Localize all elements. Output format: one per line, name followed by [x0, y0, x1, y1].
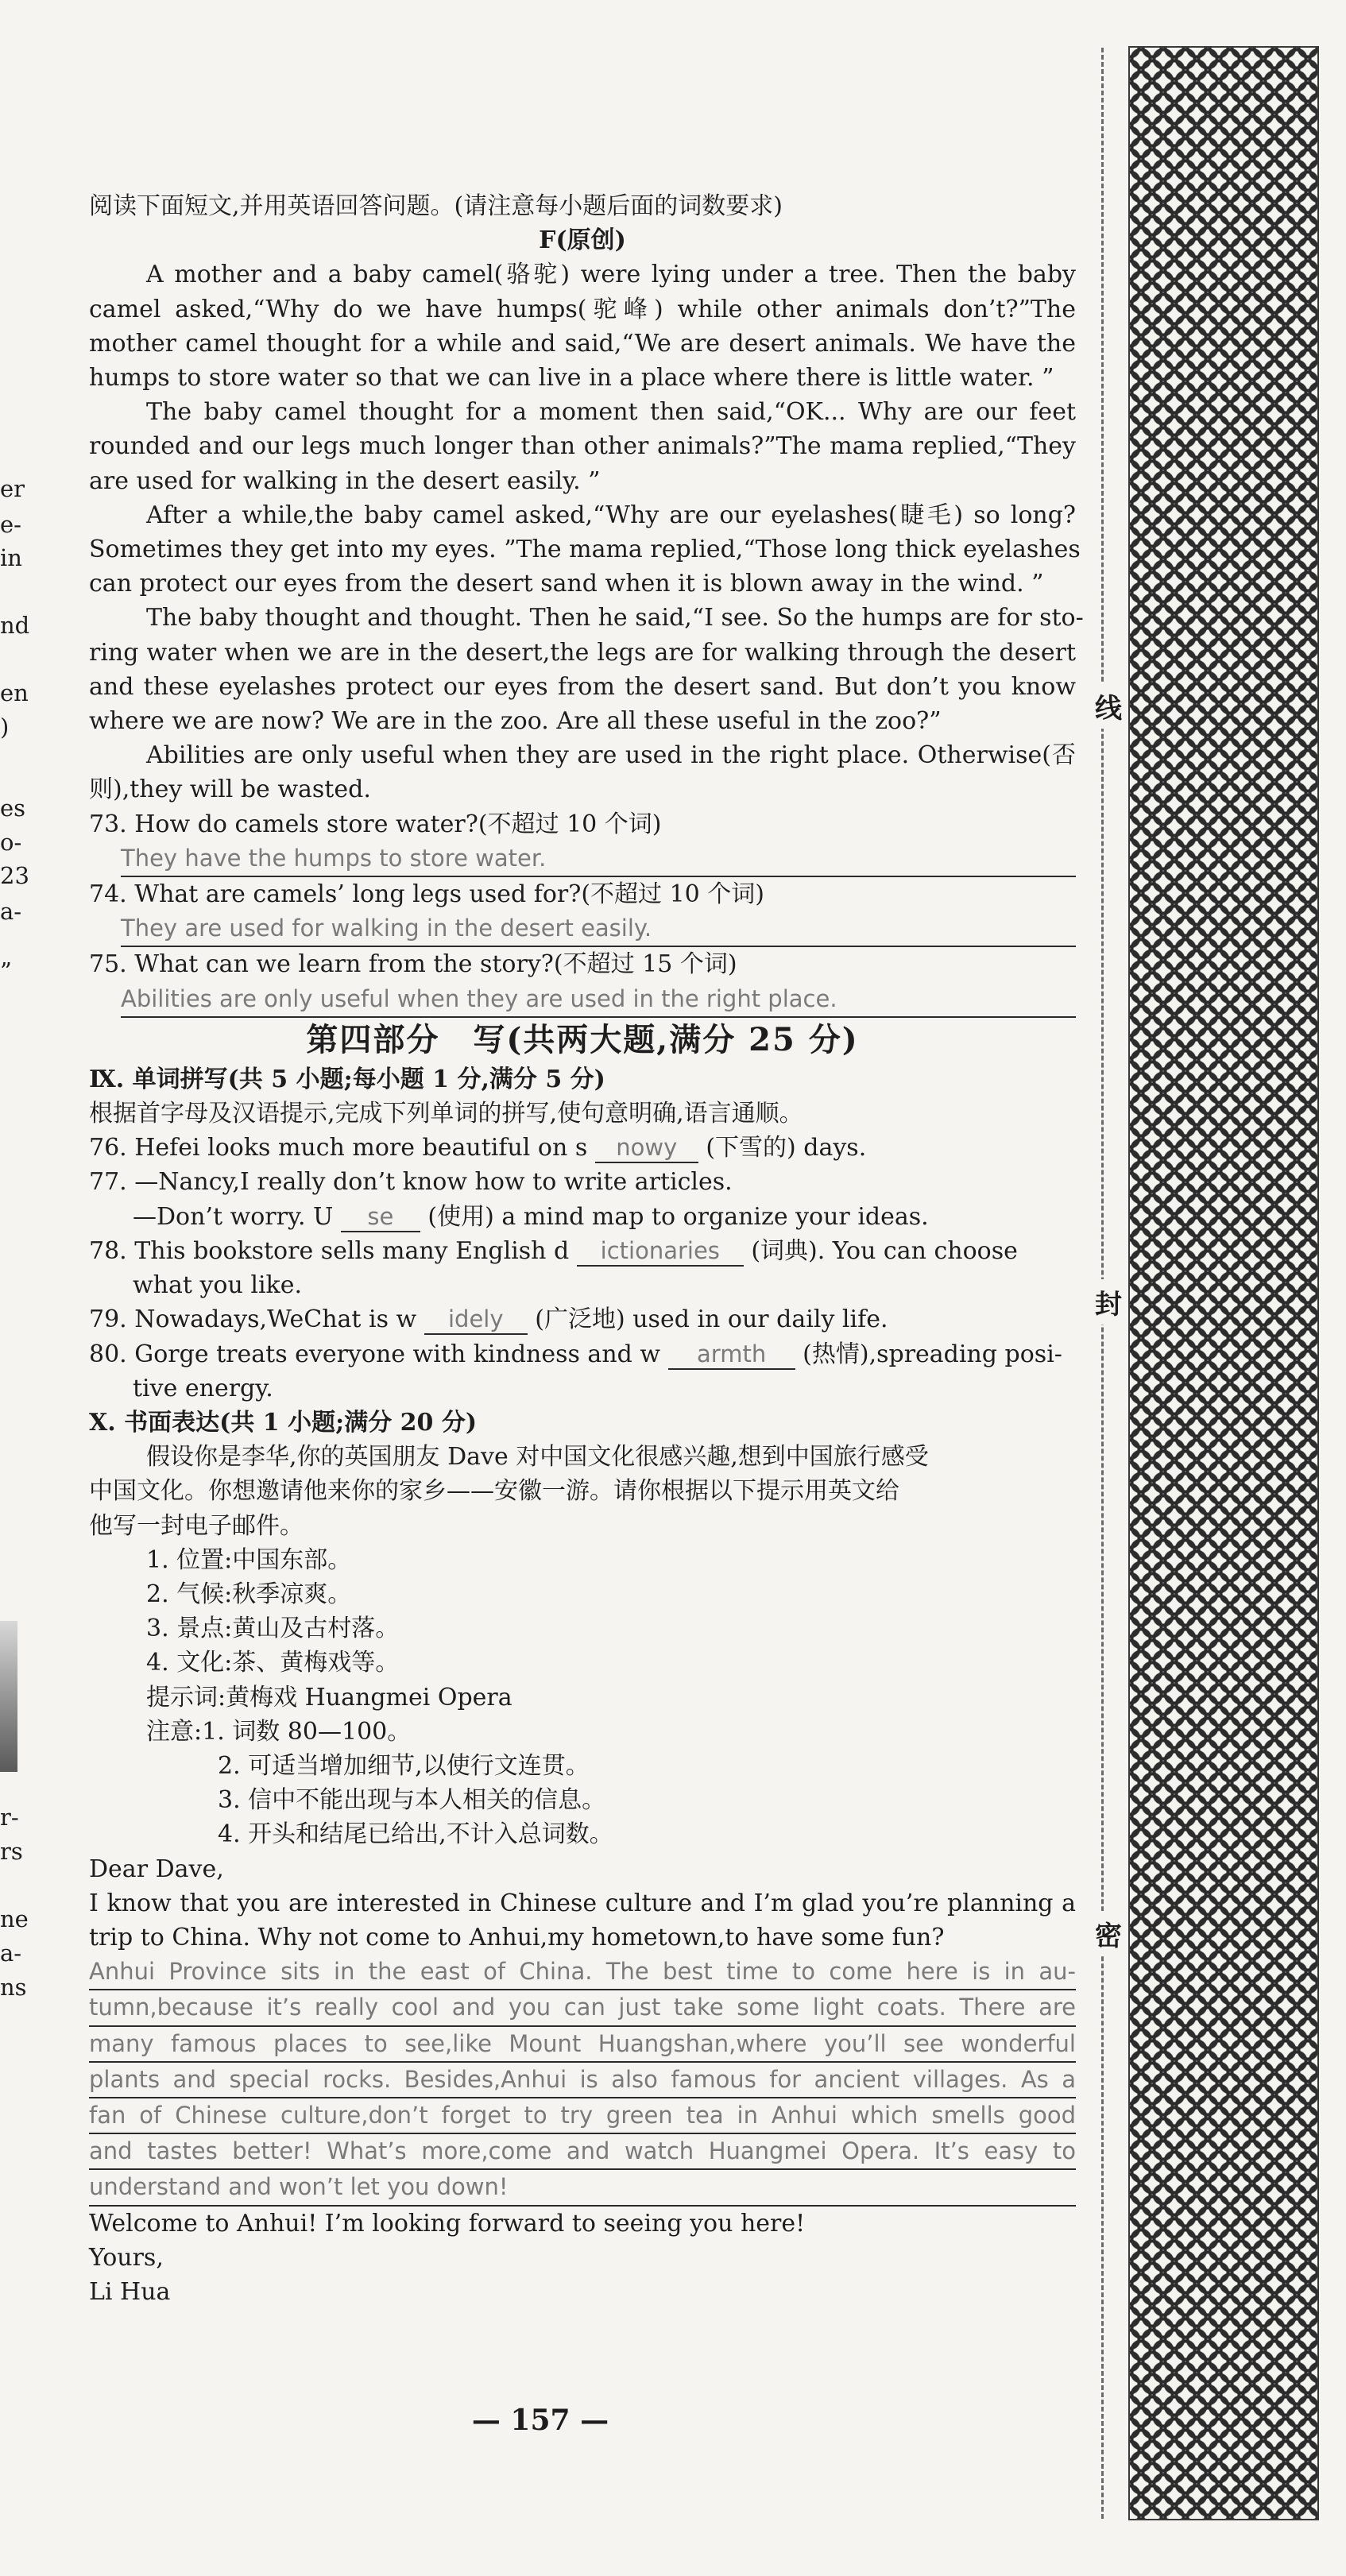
essay-line: fan of Chinese culture,don’t forget to try green tea in Anhui which smells good — [89, 2098, 1076, 2134]
passage-line: can protect our eyes from the desert sand when it is blown away in the wind. ” — [89, 570, 1044, 598]
q76-text: 76. Hefei looks much more beautiful on s — [89, 1134, 588, 1162]
binding-pattern-strip — [1128, 46, 1319, 2520]
q79-blank: idely — [424, 1305, 528, 1335]
edge-fragment: er — [0, 475, 25, 502]
q76-blank: nowy — [595, 1133, 698, 1163]
passage-line: Abilities are only useful when they are used in the right place. Otherwise(否 — [146, 741, 1076, 770]
edge-fragment: ) — [0, 714, 10, 741]
letter-opening: I know that you are interested in Chinese culture and I’m glad you’re planning a — [89, 1889, 1076, 1917]
edge-fragment: 23 — [0, 862, 29, 889]
letter-salutation: Dear Dave, — [89, 1855, 224, 1883]
q80-text: 80. Gorge treats everyone with kindness and w — [89, 1340, 661, 1368]
passage-line: camel asked,“Why do we have humps(驼峰) while other animals don’t?”The — [89, 295, 1076, 323]
passage-line: rounded and our legs much longer than other animals?”The mama replied,“They — [89, 432, 1076, 461]
answer-75: Abilities are only useful when they are used in the right place. — [121, 982, 1076, 1018]
essay-line: tumn,because it’s really cool and you can just take some light coats. There are — [89, 1990, 1076, 2026]
spelling-heading: Ⅸ. 单词拼写(共 5 小题;每小题 1 分,满分 5 分) — [89, 1065, 605, 1093]
essay-line: Anhui Province sits in the east of China. The best time to come here is in au- — [89, 1955, 1076, 1990]
q78-text: 78. This bookstore sells many English d — [89, 1236, 570, 1265]
edge-fragment: e- — [0, 511, 21, 538]
binding-char-feng: 封 — [1095, 1279, 1122, 1325]
edge-fragment: nd — [0, 612, 30, 639]
edge-fragment: en — [0, 679, 29, 706]
question-80-cont: tive energy. — [133, 1374, 273, 1402]
passage-line: Sometimes they get into my eyes. ”The mama replied,“Those long thick eyelashes — [89, 536, 1081, 564]
writing-prompt: 他写一封电子邮件。 — [89, 1511, 304, 1540]
reading-passage — [89, 257, 1084, 806]
writing-point: 3. 景点:黄山及古村落。 — [146, 1615, 400, 1643]
writing-point: 1. 位置:中国东部。 — [146, 1545, 352, 1574]
essay-answer — [89, 1955, 1076, 2206]
letter-opening: trip to China. Why not come to Anhui,my hometown,to have some fun? — [89, 1923, 945, 1951]
letter-closing: Welcome to Anhui! I’m looking forward to seeing you here! — [89, 2209, 806, 2238]
question-77-reply — [89, 1200, 1076, 1234]
essay-line: understand and won’t let you down! — [89, 2170, 1076, 2206]
q78-blank: ictionaries — [577, 1236, 744, 1267]
writing-note: 4. 开头和结尾已给出,不计入总词数。 — [218, 1820, 613, 1849]
passage-line: mother camel thought for a while and said,“We are desert animals. We have the — [89, 329, 1076, 358]
adjacent-page-photo — [0, 1621, 17, 1772]
passage-line: After a while,the baby camel asked,“Why are our eyelashes(睫毛) so long? — [146, 501, 1076, 529]
writing-prompt: 假设你是李华,你的英国朋友 Dave 对中国文化很感兴趣,想到中国旅行感受 — [146, 1443, 929, 1472]
section-label: F(原创) — [539, 226, 626, 255]
edge-fragment: es — [0, 795, 26, 822]
question-77: 77. —Nancy,I really don’t know how to write articles. — [89, 1168, 733, 1197]
q80-hint: (热情),spreading posi- — [803, 1340, 1062, 1368]
writing-note: 注意:1. 词数 80—100。 — [146, 1717, 412, 1746]
q77-text: —Don’t worry. U — [133, 1202, 334, 1231]
passage-line: A mother and a baby camel(骆驼) were lying under a tree. Then the baby — [146, 261, 1076, 289]
edge-fragment: ns — [0, 1974, 27, 2001]
reading-instruction: 阅读下面短文,并用英语回答问题。(请注意每小题后面的词数要求) — [89, 192, 783, 220]
writing-hint: 提示词:黄梅戏 Huangmei Opera — [146, 1683, 512, 1712]
q76-hint: (下雪的) days. — [706, 1134, 867, 1162]
writing-note: 3. 信中不能出现与本人相关的信息。 — [218, 1786, 606, 1815]
page-number: — 157 — — [471, 2404, 609, 2437]
question-74: 74. What are camels’ long legs used for?(不超过 10 个词) — [89, 880, 765, 909]
binding-char-mi: 密 — [1095, 1911, 1122, 1956]
edge-fragment: in — [0, 544, 22, 571]
edge-fragment: r- — [0, 1804, 19, 1831]
q78-hint: (词典). You can choose — [751, 1236, 1018, 1265]
question-78-cont: what you like. — [133, 1271, 303, 1300]
edge-fragment: a- — [0, 898, 22, 925]
question-75: 75. What can we learn from the story?(不超过 15 个词) — [89, 950, 737, 979]
edge-fragment: ne — [0, 1905, 29, 1932]
question-80 — [89, 1337, 1076, 1371]
essay-line: and tastes better! What’s more,come and watch Huangmei Opera. It’s easy to — [89, 2134, 1076, 2170]
edge-fragment: a- — [0, 1940, 22, 1967]
q79-hint: (广泛地) used in our daily life. — [535, 1305, 888, 1334]
writing-point: 2. 气候:秋季凉爽。 — [146, 1580, 352, 1608]
question-73: 73. How do camels store water?(不超过 10 个词) — [89, 810, 662, 838]
q79-text: 79. Nowadays,WeChat is w — [89, 1305, 417, 1334]
writing-note: 2. 可适当增加细节,以使行文连贯。 — [218, 1751, 590, 1780]
writing-heading: Ⅹ. 书面表达(共 1 小题;满分 20 分) — [89, 1408, 478, 1437]
adjacent-page-edge — [0, 0, 32, 2576]
main-column — [89, 189, 1084, 2309]
essay-line: plants and special rocks. Besides,Anhui is also famous for ancient villages. As a — [89, 2063, 1076, 2098]
edge-fragment: rs — [0, 1838, 23, 1865]
question-79 — [89, 1302, 1076, 1336]
passage-line: The baby camel thought for a moment then said,“OK... Why are our feet — [146, 398, 1076, 427]
passage-line: 则),they will be wasted. — [89, 776, 371, 804]
edge-fragment: o- — [0, 829, 22, 856]
passage-line: where we are now? We are in the zoo. Are all these useful in the zoo?” — [89, 707, 942, 736]
passage-line: are used for walking in the desert easily. ” — [89, 466, 601, 495]
q77-hint: (使用) a mind map to organize your ideas. — [427, 1202, 929, 1231]
writing-point: 4. 文化:茶、黄梅戏等。 — [146, 1649, 400, 1677]
essay-line: many famous places to see,like Mount Huangshan,where you’ll see wonderful — [89, 2027, 1076, 2063]
passage-line: ring water when we are in the desert,the legs are for walking through the desert — [89, 638, 1076, 667]
question-76 — [89, 1131, 1076, 1165]
answer-73: They have the humps to store water. — [121, 841, 1076, 877]
passage-line: humps to store water so that we can live in a place where there is little water. ” — [89, 364, 1054, 393]
part-four-title: 第四部分 写(共两大题,满分 25 分) — [306, 1020, 859, 1058]
q77-blank: se — [341, 1202, 420, 1232]
passage-line: and these eyelashes protect our eyes from the desert sand. But don’t you know — [89, 672, 1076, 701]
letter-yours: Yours, — [89, 2243, 164, 2272]
edge-fragment: ” — [0, 957, 12, 984]
q80-blank: armth — [668, 1340, 795, 1370]
spelling-instruction: 根据首字母及汉语提示,完成下列单词的拼写,使句意明确,语言通顺。 — [89, 1100, 803, 1128]
binding-char-xian: 线 — [1095, 683, 1122, 729]
writing-prompt: 中国文化。你想邀请他来你的家乡——安徽一游。请你根据以下提示用英文给 — [89, 1477, 899, 1506]
question-78 — [89, 1234, 1076, 1268]
letter-signature: Li Hua — [89, 2277, 171, 2306]
answer-74: They are used for walking in the desert easily. — [121, 911, 1076, 947]
passage-line: The baby thought and thought. Then he said,“I see. So the humps are for sto- — [146, 604, 1084, 632]
